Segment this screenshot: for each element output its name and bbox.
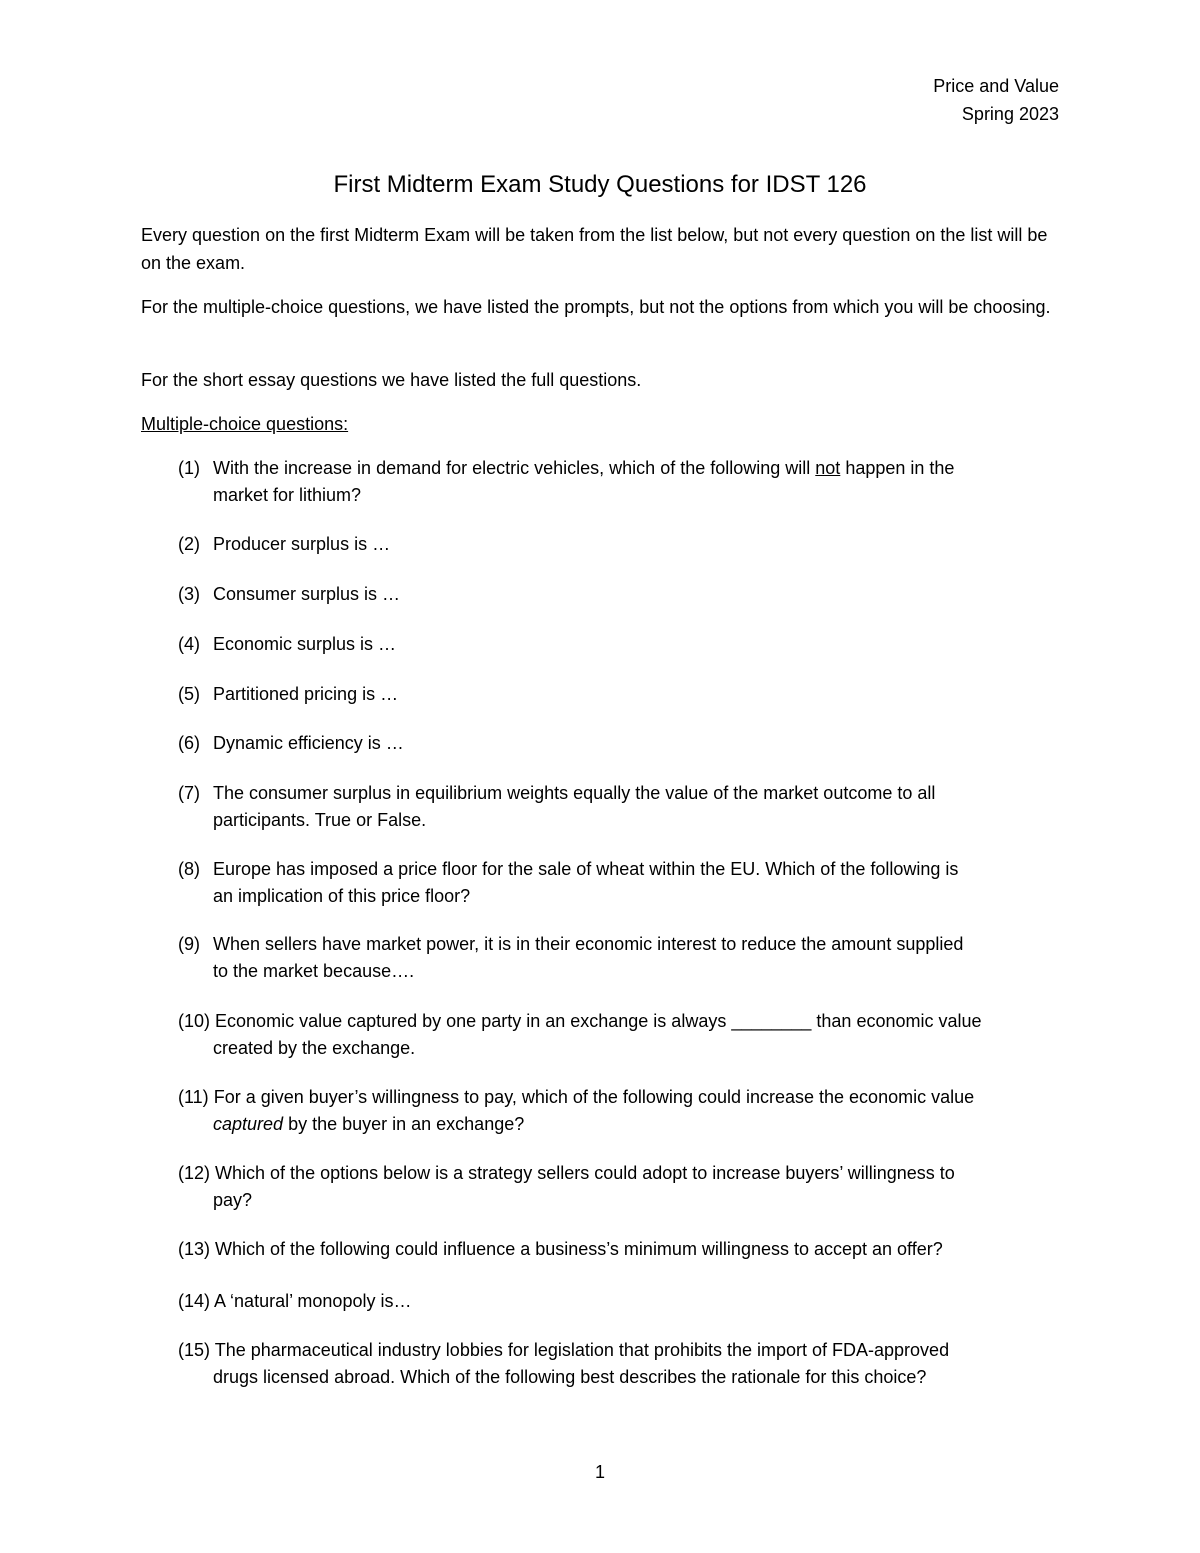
intro-paragraph-1: Every question on the first Midterm Exam will be taken from the list below, but not every question on the list will be on the exam. bbox=[141, 225, 1048, 273]
question-15 bbox=[178, 1337, 1063, 1391]
intro-paragraph-3: For the short essay questions we have listed the full questions. bbox=[141, 370, 642, 390]
question-8 bbox=[178, 856, 1063, 910]
intro-paragraph-2: For the multiple-choice questions, we have listed the prompts, but not the options from which you will be choosing. bbox=[141, 297, 1051, 317]
question-text: Economic surplus is … bbox=[213, 634, 397, 654]
question-number: (15) bbox=[178, 1340, 211, 1360]
emphasis-not: not bbox=[815, 458, 841, 478]
question-text-continued: to the market because…. bbox=[213, 961, 415, 981]
header-course-name: Price and Value bbox=[933, 76, 1059, 96]
question-number: (3) bbox=[178, 584, 200, 604]
question-13 bbox=[178, 1236, 1063, 1263]
question-number: (5) bbox=[178, 684, 200, 704]
question-text: The pharmaceutical industry lobbies for legislation that prohibits the import of FDA-approved bbox=[214, 1340, 950, 1360]
question-text: Economic value captured by one party in an exchange is always ________ than economic value bbox=[215, 1011, 982, 1031]
question-12 bbox=[178, 1160, 1063, 1214]
question-number: (4) bbox=[178, 634, 200, 654]
question-number: (13) bbox=[178, 1239, 211, 1259]
question-3 bbox=[178, 581, 1063, 608]
question-2 bbox=[178, 531, 1063, 558]
question-number: (14) bbox=[178, 1291, 211, 1311]
question-text: Consumer surplus is … bbox=[213, 584, 401, 604]
question-number: (12) bbox=[178, 1163, 211, 1183]
question-number: (6) bbox=[178, 733, 200, 753]
question-text: The consumer surplus in equilibrium weights equally the value of the market outcome to all bbox=[213, 783, 936, 803]
question-number: (1) bbox=[178, 458, 200, 478]
question-11 bbox=[178, 1084, 1063, 1138]
question-text: A ‘natural’ monopoly is… bbox=[214, 1291, 412, 1311]
question-text: With the increase in demand for electric vehicles, which of the following will bbox=[213, 458, 816, 478]
question-7 bbox=[178, 780, 1063, 834]
question-14 bbox=[178, 1288, 1063, 1315]
question-text-continued: drugs licensed abroad. Which of the following best describes the rationale for this choice? bbox=[213, 1367, 927, 1387]
question-10 bbox=[178, 1008, 1063, 1062]
question-number: (8) bbox=[178, 859, 200, 879]
question-text: Producer surplus is … bbox=[213, 534, 391, 554]
question-4 bbox=[178, 631, 1063, 658]
question-text: Dynamic efficiency is … bbox=[213, 733, 404, 753]
page-title: First Midterm Exam Study Questions for IDST 126 bbox=[333, 171, 867, 198]
question-number: (11) bbox=[178, 1087, 209, 1107]
question-9 bbox=[178, 931, 1063, 985]
question-text: Europe has imposed a price floor for the sale of wheat within the EU. Which of the following is bbox=[213, 859, 959, 879]
page-number: 1 bbox=[594, 1462, 605, 1482]
question-text-continued: market for lithium? bbox=[213, 485, 362, 505]
question-text-continued: an implication of this price floor? bbox=[213, 886, 471, 906]
question-text: For a given buyer’s willingness to pay, which of the following could increase the economic value bbox=[213, 1087, 975, 1107]
question-text: Partitioned pricing is … bbox=[213, 684, 399, 704]
question-text: Which of the options below is a strategy sellers could adopt to increase buyers’ willingness to bbox=[215, 1163, 955, 1183]
question-text-continued: created by the exchange. bbox=[213, 1038, 416, 1058]
question-text-continued: by the buyer in an exchange? bbox=[283, 1114, 525, 1134]
question-number: (10) bbox=[178, 1011, 211, 1031]
question-text: happen in the bbox=[840, 458, 955, 478]
emphasis-captured: captured bbox=[213, 1114, 284, 1134]
question-text: Which of the following could influence a business’s minimum willingness to accept an offer? bbox=[215, 1239, 943, 1259]
header-term: Spring 2023 bbox=[961, 104, 1059, 124]
question-number: (7) bbox=[178, 783, 200, 803]
question-5 bbox=[178, 681, 1063, 708]
question-text: When sellers have market power, it is in their economic interest to reduce the amount supplied bbox=[213, 934, 964, 954]
question-text-continued: pay? bbox=[213, 1190, 253, 1210]
question-6 bbox=[178, 730, 1063, 757]
question-1 bbox=[178, 455, 1063, 509]
question-number: (9) bbox=[178, 934, 200, 954]
question-text-continued: participants. True or False. bbox=[213, 810, 427, 830]
section-heading-multiple-choice: Multiple-choice questions: bbox=[141, 414, 349, 434]
question-number: (2) bbox=[178, 534, 200, 554]
